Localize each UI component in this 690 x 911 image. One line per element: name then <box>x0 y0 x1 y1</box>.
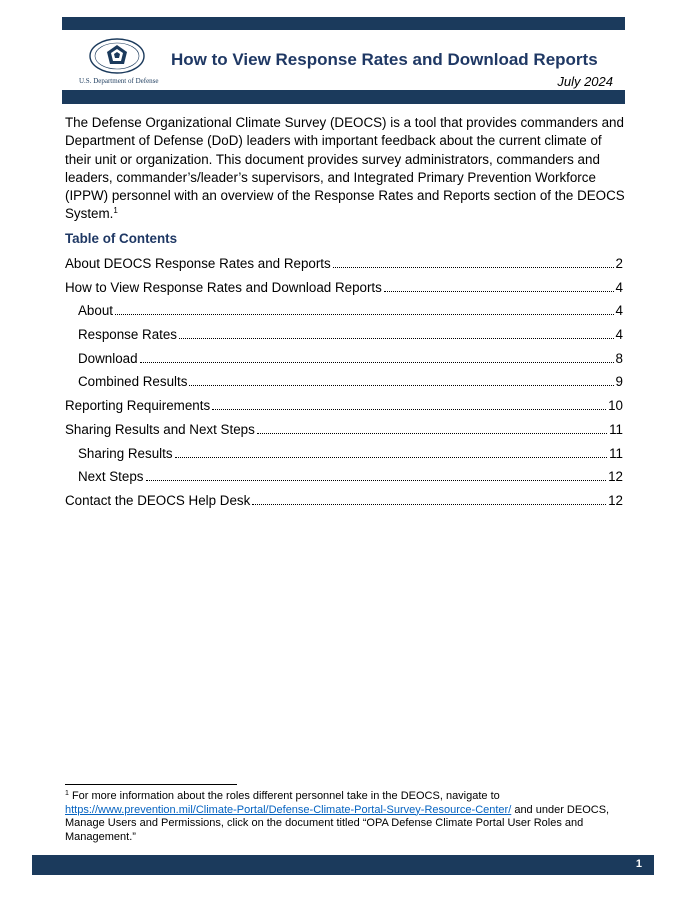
toc-dot-leader <box>252 504 606 505</box>
toc-dot-leader <box>189 385 613 386</box>
toc-dot-leader <box>212 409 606 410</box>
toc-dot-leader <box>179 338 614 339</box>
toc-entry-label[interactable]: Sharing Results <box>78 445 173 461</box>
toc-dot-leader <box>257 433 607 434</box>
toc-entry[interactable] <box>65 374 623 398</box>
toc-entry-label[interactable]: Next Steps <box>78 469 144 485</box>
toc-entry[interactable] <box>65 446 623 470</box>
toc-entry-label[interactable]: Combined Results <box>78 374 188 390</box>
footnote <box>65 790 630 844</box>
footnote-reference[interactable]: 1 <box>113 206 118 216</box>
toc-entry-page[interactable]: 12 <box>608 469 623 485</box>
toc-dot-leader <box>115 314 614 315</box>
toc-entry[interactable] <box>65 493 623 517</box>
document-date: July 2024 <box>557 74 613 89</box>
toc-entry-page[interactable]: 8 <box>615 350 623 366</box>
intro-text: The Defense Organizational Climate Survey (DEOCS) is a tool that provides commanders and Department of Defense (DoD) leaders with important feedback about the current climate of their unit or organization. This document provides survey administrators, commanders and leaders, commander’s/leader’s supervisors, and Integrated Primary Prevention Workforce (IPPW) personnel with an overview of the Response Rates and Reports section of the DEOCS System. <box>65 115 625 222</box>
toc-entry-page[interactable]: 11 <box>609 421 623 437</box>
dod-seal-logo <box>89 38 145 74</box>
footnote-link[interactable]: https://www.prevention.mil/Climate-Portal/Defense-Climate-Portal-Survey-Resource-Center/ <box>65 803 512 816</box>
toc-entry[interactable] <box>65 327 623 351</box>
toc-entry-label[interactable]: Reporting Requirements <box>65 398 211 414</box>
toc-entry-page[interactable]: 4 <box>615 327 623 343</box>
toc-entry-label[interactable]: Contact the DEOCS Help Desk <box>65 492 251 508</box>
footnote-separator <box>65 784 237 785</box>
header-bottom-bar <box>62 90 625 104</box>
toc-entry-page[interactable]: 4 <box>615 303 623 319</box>
table-of-contents <box>65 256 623 517</box>
toc-dot-leader <box>175 457 608 458</box>
toc-entry-page[interactable]: 2 <box>615 256 623 271</box>
toc-entry[interactable] <box>65 303 623 327</box>
toc-entry[interactable] <box>65 256 623 280</box>
toc-entry-label[interactable]: How to View Response Rates and Download Reports <box>65 279 382 295</box>
toc-entry-page[interactable]: 11 <box>609 445 623 461</box>
page-number: 1 <box>635 858 642 870</box>
toc-entry[interactable] <box>65 422 623 446</box>
toc-dot-leader <box>146 480 607 481</box>
toc-entry-page[interactable]: 10 <box>608 398 623 414</box>
toc-entry-page[interactable]: 9 <box>615 374 623 390</box>
toc-dot-leader <box>140 362 614 363</box>
toc-entry-label[interactable]: Response Rates <box>78 327 177 343</box>
toc-dot-leader <box>333 267 614 268</box>
toc-entry[interactable] <box>65 398 623 422</box>
toc-dot-leader <box>384 291 614 292</box>
toc-entry[interactable] <box>65 280 623 304</box>
intro-paragraph <box>65 114 625 224</box>
toc-entry-label[interactable]: About DEOCS Response Rates and Reports <box>65 256 331 271</box>
toc-heading: Table of Contents <box>65 231 178 246</box>
footnote-text-before: For more information about the roles different personnel take in the DEOCS, navigate to <box>68 790 500 802</box>
footnote-marker: 1 <box>65 790 69 797</box>
header-top-bar <box>62 17 625 30</box>
footnote-text-after: and under DEOCS, Manage Users and Permissions, click on the document titled “OPA Defense Climate Portal User Roles and Management.” <box>65 803 610 843</box>
dod-org-label: U.S. Department of Defense <box>79 77 159 85</box>
toc-entry-label[interactable]: Download <box>78 350 138 366</box>
toc-entry[interactable] <box>65 469 623 493</box>
toc-entry[interactable] <box>65 351 623 375</box>
toc-entry-page[interactable]: 12 <box>608 492 623 508</box>
toc-entry-label[interactable]: Sharing Results and Next Steps <box>65 421 255 437</box>
footer-bar <box>32 855 654 875</box>
document-title: How to View Response Rates and Download Reports <box>171 50 598 69</box>
toc-entry-label[interactable]: About <box>78 303 113 319</box>
toc-entry-page[interactable]: 4 <box>615 279 623 295</box>
